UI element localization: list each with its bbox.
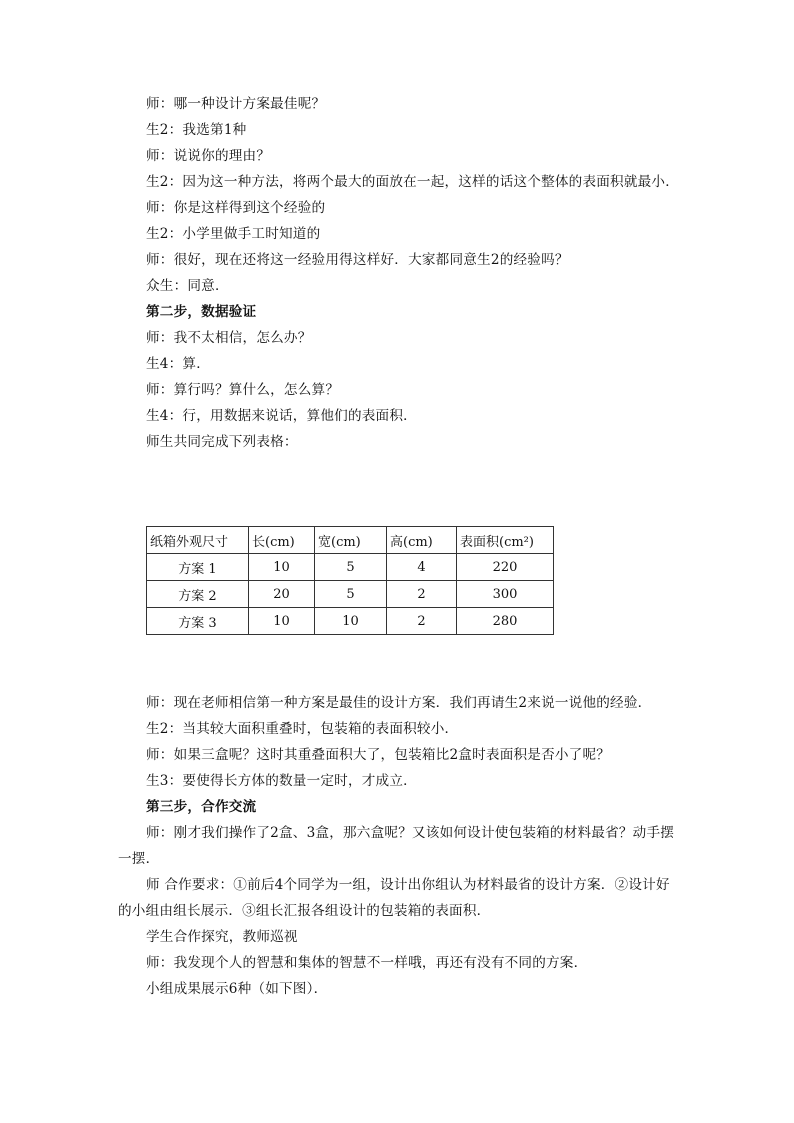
dialogue-line: 生2：当其较大面积重叠时，包装箱的表面积较小．	[146, 721, 459, 737]
table-row	[147, 608, 554, 635]
table-header-row	[147, 527, 554, 554]
table-cell: 280	[457, 608, 554, 635]
dialogue-line: 生2：我选第1种	[146, 122, 247, 138]
table-header-cell: 纸箱外观尺寸	[147, 527, 249, 554]
dialogue-line: 师：哪一种设计方案最佳呢？	[146, 96, 326, 112]
dialogue-section-top	[118, 91, 680, 455]
dialogue-line: 师：如果三盒呢？这时其重叠面积大了，包装箱比2盒时表面积是否小了呢？	[146, 747, 611, 763]
dialogue-line: 师：算行吗？算什么，怎么算？	[146, 382, 340, 398]
dialogue-line: 师：我不太相信，怎么办？	[146, 330, 312, 346]
dialogue-section-bottom	[118, 690, 680, 1002]
table-header-cell: 长(cm)	[249, 527, 315, 554]
section-heading: 第二步，数据验证	[146, 304, 257, 320]
dialogue-line: 学生合作探究，教师巡视	[146, 929, 298, 945]
table-cell: 10	[249, 608, 315, 635]
dialogue-line: 师 合作要求：①前后4个同学为一组，设计出你组认为材料最省的设计方案．②设计好的小组由组长展示．③组长汇报各组设计的包装箱的表面积．	[118, 877, 670, 919]
table-cell: 10	[249, 554, 315, 581]
table-cell: 方案 1	[147, 554, 249, 581]
section-heading: 第三步，合作交流	[146, 799, 257, 815]
table-row	[147, 554, 554, 581]
dialogue-line: 师：现在老师相信第一种方案是最佳的设计方案．我们再请生2来说一说他的经验．	[146, 695, 652, 711]
dialogue-line: 众生：同意．	[146, 278, 229, 294]
table-header-cell: 高(cm)	[387, 527, 457, 554]
table-cell: 220	[457, 554, 554, 581]
table-cell: 2	[387, 608, 457, 635]
dialogue-line: 师：我发现个人的智慧和集体的智慧不一样哦，再还有没有不同的方案．	[146, 955, 588, 971]
table-cell: 20	[249, 581, 315, 608]
table-row	[147, 581, 554, 608]
dialogue-line: 生2：因为这一种方法，将两个最大的面放在一起，这样的话这个整体的表面积就最小．	[146, 174, 680, 190]
surface-area-table	[146, 526, 554, 635]
table-header-cell: 表面积(cm²)	[457, 527, 554, 554]
dialogue-line: 生2：小学里做手工时知道的	[146, 226, 321, 242]
dialogue-line: 师生共同完成下列表格：	[146, 434, 298, 450]
table-cell: 5	[315, 554, 387, 581]
dialogue-line: 师：说说你的理由？	[146, 148, 271, 164]
table-cell: 5	[315, 581, 387, 608]
dialogue-line: 生4：行，用数据来说话，算他们的表面积．	[146, 408, 417, 424]
dialogue-line: 师：刚才我们操作了2盒、3盒，那六盒呢？又该如何设计使包装箱的材料最省？动手摆一摆．	[118, 825, 675, 867]
table-cell: 方案 3	[147, 608, 249, 635]
dialogue-line: 师：很好，现在还将这一经验用得这样好．大家都同意生2的经验吗？	[146, 252, 569, 268]
dialogue-line: 师：你是这样得到这个经验的	[146, 200, 326, 216]
table-cell: 2	[387, 581, 457, 608]
table-cell: 300	[457, 581, 554, 608]
dialogue-line: 生4：算．	[146, 356, 211, 372]
dialogue-line: 小组成果展示6种（如下图）．	[146, 981, 328, 997]
dialogue-line: 生3：要使得长方体的数量一定时，才成立．	[146, 773, 417, 789]
table-cell: 10	[315, 608, 387, 635]
table-cell: 4	[387, 554, 457, 581]
table-cell: 方案 2	[147, 581, 249, 608]
table-header-cell: 宽(cm)	[315, 527, 387, 554]
